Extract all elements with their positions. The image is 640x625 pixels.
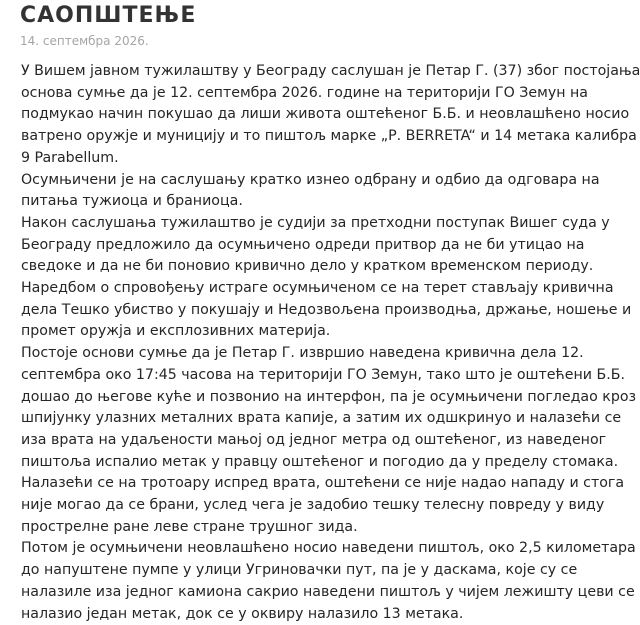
paragraph-line: до напуштене пумпе у улици Угриновачки пут, па је у даскама, које су се [21,562,578,579]
paragraph-line: ватрено оружје и муницију и то пиштољ марке „Р. BERRETA“ и 14 метака калибра [21,128,637,145]
paragraph-line: шпијунку улазних металних врата капије, а затим их одшкринуо и налазећи се [21,410,622,427]
paragraph-line: дошао до његове куће и позвонио на интерфон, па је осумњичени погледао кроз [21,388,637,405]
paragraph-line: иза врата на удаљености мањој од једног метра од оштећеног, из наведеног [21,431,607,448]
page-title: САОПШТЕЊЕ [20,3,197,28]
paragraph-line: У Вишем јавном тужилаштву у Београду саслушан је Петар Г. (37) због постојања [21,63,640,79]
paragraph-line: Осумњичени је на саслушању кратко изнео одбрану и одбио да одговара на [21,171,600,188]
paragraph-line: основа сумње да је 12. септембра 2026. године на територији ГО Земун на [21,84,588,101]
article-paragraph [21,213,610,278]
article-paragraph [21,538,636,625]
paragraph-line: подмукао начин покушао да лиши живота оштећеног Б.Б. и неовлашћено носио [21,106,630,123]
paragraph-line: сведоке и да не би поновио кривично дело у кратком временском периоду. [21,258,594,275]
paragraph-line: Постоје основи сумње да је Петар Г. извршио наведена кривична дела 12. [21,345,584,362]
article-paragraph [21,170,600,213]
article-body [21,61,640,625]
paragraph-line: дела Тешко убиство у покушају и Недозвољена производња, држање, ношење и [21,301,632,318]
paragraph-line: пиштоља испалио метак у правцу оштећеног и погодио да у пределу стомака. [21,453,619,470]
paragraph-line: Београду предложило да осумњичено одреди притвор да не би утицао на [21,236,585,253]
article-paragraph [21,278,632,343]
article-paragraph [21,343,637,473]
paragraph-line: 9 Parabellum. [21,149,119,166]
publish-date: 14. септембра 2026. [20,34,149,48]
paragraph-line: промет оружја и експлозивних материја. [21,323,331,340]
paragraph-line: Потом је осумњичени неовлашћено носио наведени пиштољ, око 2,5 километара [21,540,636,557]
paragraph-line: Наредбом о спровођењу истраге осумњиченом се на терет стављају кривична [21,280,614,297]
paragraph-line: питања тужиоца и браниоца. [21,193,243,210]
paragraph-line: септембра око 17:45 часова на територији ГО Земун, тако што је оштећени Б.Б. [21,366,625,383]
paragraph-line: није могао да се брани, услед чега је задобио тешку телесну повреду у виду [21,497,605,514]
paragraph-line: Налазећи се на тротоару испред врата, оштећени се није надао нападу и стога [21,475,625,492]
paragraph-line: прострелне ране леве стране трушног зида. [21,518,358,535]
paragraph-line: налазио један метак, док се у оквиру налазило 13 метака. [21,605,464,622]
article-paragraph [21,473,625,538]
paragraph-line: Након саслушања тужилаштво је судији за претходни поступак Вишег суда у [21,214,610,231]
paragraph-line: налазиле иза једног камиона сакрио наведени пиштољ у чијем лежишту цеви се [21,583,635,600]
article-paragraph [21,61,640,170]
